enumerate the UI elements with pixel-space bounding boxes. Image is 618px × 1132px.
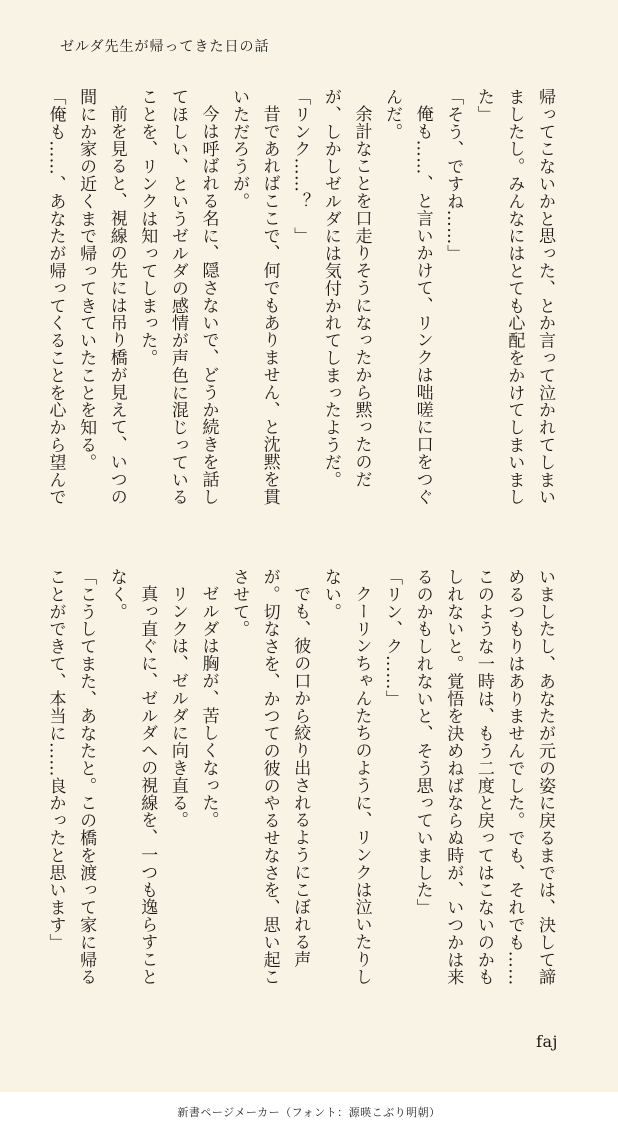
paragraph: 今は呼ばれる名に、隠さないで、どうか続きを話してほしい、というゼルダの感情が声色に混じっていることを、リンクは知ってしまった。 [137,88,219,506]
paragraph: いましたし、あなたが元の姿に戻るまでは、決して諦めるつもりはありませんでした。でも、それでも……このような一時は、もう二度と戻ってはこないのかもしれないと。覚悟を決めねばならぬ時が、いつかは来るのかもしれないと、そう思っていました」 [412,568,555,986]
paragraph: 昔であればここで、何でもありません、と沈黙を貫いただろうが。 [229,88,280,506]
upper-text-block [45,88,560,518]
paragraph: 真っ直ぐに、ゼルダへの視線を、一つも逸らすことなく。 [106,568,158,986]
paragraph: クーリンちゃんたちのように、リンクは泣いたりしない。 [320,568,372,986]
lower-text-block [45,568,560,998]
footer-credit: 新書ページメーカー（フォント：源暎こぶり明朝） [177,1106,441,1119]
paragraph: 「こうしてまた、あなたと。この橋を渡って家に帰ることができて、本当に……良かったと思います」 [45,568,97,986]
paragraph: 前を見ると、視線の先には吊り橋が見えて、いつの間にか家の近くまで帰ってきていたことを知る。 [76,88,127,506]
paragraph: 「俺も……、あなたが帰ってくることを心から望んで [45,88,66,506]
footer-bar [0,1092,618,1132]
paragraph: ゼルダは胸が、苦しくなった。 [198,585,219,829]
paragraph: でも、彼の口から絞り出されるようにこぼれる声が。切なさを、かつての彼のやるせなさを、思い起こさせて。 [229,568,311,986]
paragraph: 「リン、ク……」 [382,568,403,708]
page-title: ゼルダ先生が帰ってきた日の話 [60,39,270,55]
paragraph: 帰ってこないかと思った、とか言って泣かれてしまいましたし。みんなにはとても心配をかけてしまいました」 [473,88,555,506]
author-name: faj [536,1032,558,1051]
paragraph: 「リンク……？ 」 [290,88,311,245]
paragraph: リンクは、ゼルダに向き直る。 [167,585,188,829]
paragraph: 「そう、ですね……」 [443,88,464,262]
paragraph: 俺も……、と言いかけて、リンクは咄嗟に口をつぐんだ。 [382,88,433,506]
paragraph: 余計なことを口走りそうになったから黙ったのだが、しかしゼルダには気付かれてしまったようだ。 [320,88,372,489]
